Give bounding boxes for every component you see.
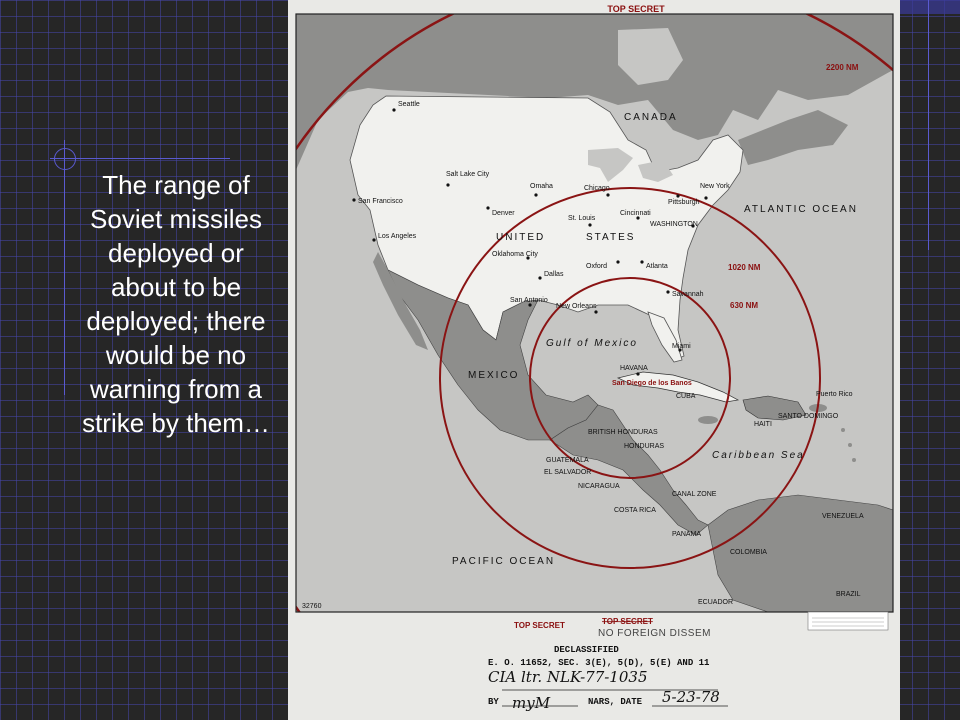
city-seattle: Seattle	[398, 101, 420, 108]
label-ecuador: ECUADOR	[698, 599, 734, 606]
label-mexico: MEXICO	[468, 370, 520, 381]
declass-nars-date-label: NARS, DATE	[588, 697, 643, 707]
label-colombia: COLOMBIA	[730, 549, 767, 556]
label-santo-domingo: SANTO DOMINGO	[778, 413, 839, 420]
classification-below: TOP SECRET	[602, 617, 653, 626]
label-nicaragua: NICARAGUA	[578, 483, 620, 490]
slide-caption: The range of Soviet missiles deployed or about to be deployed; there would be no warning from a strike by them…	[82, 170, 270, 438]
group-stamp-box	[808, 612, 888, 630]
city-st-louis: St. Louis	[568, 215, 596, 222]
declass-by-label: BY	[488, 697, 499, 707]
label-panama: PANAMA	[672, 531, 702, 538]
city-los-angeles: Los Angeles	[378, 233, 417, 240]
label-canal-zone: CANAL ZONE	[672, 491, 717, 498]
label-costa-rica: COSTA RICA	[614, 507, 656, 514]
city-salt-lake: Salt Lake City	[446, 171, 490, 178]
city-san-diego: San Diego de los Banos	[612, 380, 692, 387]
label-atlantic: ATLANTIC OCEAN	[744, 204, 858, 215]
declassified-authority: E. O. 11652, SEC. 3(E), 5(D), 5(E) AND 11	[488, 658, 710, 668]
label-puerto-rico: Puerto Rico	[816, 391, 853, 398]
label-gulf: Gulf of Mexico	[546, 338, 638, 349]
decorative-rule-horizontal	[50, 158, 230, 159]
handwritten-initials: myM	[512, 694, 551, 712]
city-havana: HAVANA	[620, 365, 648, 372]
label-honduras: HONDURAS	[624, 443, 665, 450]
label-haiti: HAITI	[754, 421, 772, 428]
decorative-rule-vertical	[64, 140, 65, 395]
city-cincinnati: Cincinnati	[620, 210, 651, 217]
label-el-salvador: EL SALVADOR	[544, 469, 592, 476]
city-san-antonio: San Antonio	[510, 297, 548, 304]
label-canada: CANADA	[624, 112, 678, 123]
map-number: 32760	[302, 603, 322, 610]
range-label-630: 630 NM	[730, 301, 759, 310]
city-denver: Denver	[492, 210, 515, 217]
city-washington: WASHINGTON	[650, 221, 698, 228]
classification-top: TOP SECRET	[607, 4, 665, 14]
city-dallas: Dallas	[544, 271, 564, 278]
decorative-crosshair-circle	[54, 148, 76, 170]
city-savannah: Savannah	[672, 291, 704, 298]
label-cuba: CUBA	[676, 393, 696, 400]
city-new-york: New York	[700, 183, 730, 190]
decorative-corner-block	[900, 0, 960, 14]
label-guatemala: GUATEMALA	[546, 457, 589, 464]
city-oklahoma-city: Oklahoma City	[492, 251, 538, 258]
cia-missile-range-map	[288, 0, 900, 720]
jamaica-island	[698, 416, 718, 424]
label-british-honduras: BRITISH HONDURAS	[588, 429, 658, 436]
city-new-orleans: New Orleans	[556, 303, 597, 310]
label-states: STATES	[586, 232, 636, 243]
city-atlanta: Atlanta	[646, 263, 668, 270]
label-pacific: PACIFIC OCEAN	[452, 556, 556, 567]
city-miami: Miami	[672, 343, 691, 350]
range-label-1020: 1020 NM	[728, 263, 761, 272]
declassified-stamp: DECLASSIFIED	[554, 645, 619, 655]
range-label-2200: 2200 NM	[826, 63, 859, 72]
city-omaha: Omaha	[530, 183, 553, 190]
city-san-francisco: San Francisco	[358, 198, 403, 205]
city-chicago: Chicago	[584, 185, 610, 192]
label-brazil: BRAZIL	[836, 591, 861, 598]
dissem-label: NO FOREIGN DISSEM	[598, 628, 711, 639]
label-united: UNITED	[496, 232, 546, 243]
label-caribbean: Caribbean Sea	[712, 450, 805, 461]
classification-bottom: TOP SECRET	[514, 621, 565, 630]
label-venezuela: VENEZUELA	[822, 513, 864, 520]
decorative-rule-right	[928, 0, 929, 250]
handwritten-date: 5-23-78	[662, 688, 720, 706]
handwritten-reference: CIA ltr. NLK-77-1035	[488, 668, 648, 686]
city-pittsburgh: Pittsburgh	[668, 199, 700, 206]
city-oxford: Oxford	[586, 263, 608, 270]
